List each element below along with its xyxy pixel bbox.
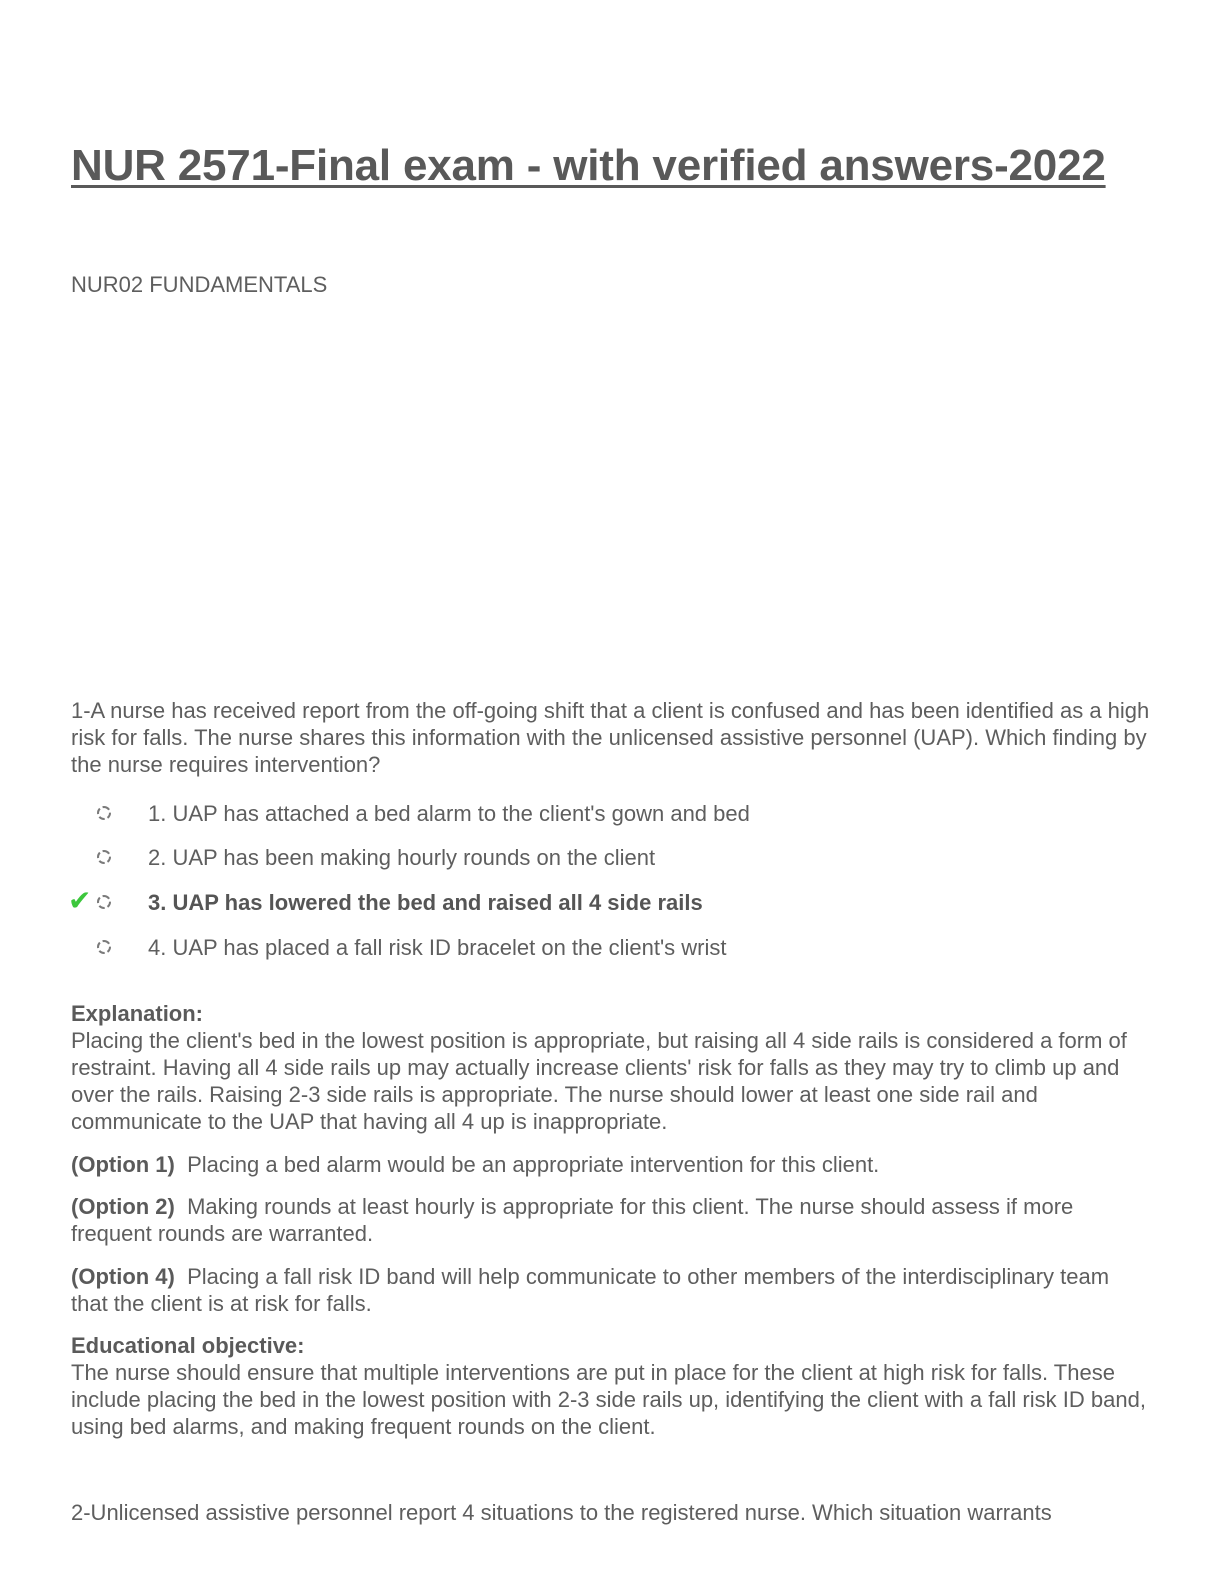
option-1[interactable] [0, 798, 1224, 832]
rationale-label: (Option 1) [71, 1152, 175, 1177]
document-title: NUR 2571-Final exam - with verified answers-2022 [71, 141, 1106, 190]
rationale-option-2 [71, 1193, 1151, 1247]
radio-button-icon[interactable] [97, 806, 111, 820]
objective-text: The nurse should ensure that multiple interventions are put in place for the client at high risk for falls. These include placing the bed in the lowest position with 2-3 side rails up, identifying the client with a fall risk ID band, using bed alarms, and making frequent rounds on the client. [71, 1360, 1146, 1439]
question-2-stem: 2-Unlicensed assistive personnel report 4 situations to the registered nurse. Which situation warrants [71, 1500, 1052, 1525]
radio-button-icon[interactable] [97, 850, 111, 864]
radio-button-icon[interactable] [97, 940, 111, 954]
rationale-text: Placing a bed alarm would be an appropriate intervention for this client. [187, 1152, 880, 1177]
option-1-label: 1. UAP has attached a bed alarm to the client's gown and bed [148, 801, 750, 826]
question-1-stem: 1-A nurse has received report from the off-going shift that a client is confused and has been identified as a high risk for falls. The nurse shares this information with the unlicensed assistive personnel (UAP). Which finding by the nurse requires intervention? [71, 698, 1150, 777]
rationale-label: (Option 2) [71, 1194, 175, 1219]
course-subtitle: NUR02 FUNDAMENTALS [71, 272, 328, 297]
option-4[interactable] [0, 932, 1224, 966]
rationale-option-4 [71, 1263, 1151, 1317]
explanation-heading: Explanation: [71, 1001, 204, 1026]
rationale-text: Placing a fall risk ID band will help communicate to other members of the interdisciplinary team that the client is at risk for falls. [71, 1264, 1110, 1316]
option-2-label: 2. UAP has been making hourly rounds on the client [148, 845, 656, 870]
option-4-label: 4. UAP has placed a fall risk ID bracelet on the client's wrist [148, 935, 727, 960]
option-3-label: 3. UAP has lowered the bed and raised all 4 side rails [148, 890, 703, 915]
explanation-section [71, 1000, 1151, 1135]
option-2[interactable] [0, 842, 1224, 876]
option-3[interactable] [0, 887, 1224, 921]
educational-objective-section [71, 1332, 1151, 1440]
rationale-text: Making rounds at least hourly is appropriate for this client. The nurse should assess if more frequent rounds are warranted. [71, 1194, 1074, 1246]
rationale-option-1 [71, 1151, 1151, 1178]
radio-button-icon[interactable] [97, 895, 111, 909]
rationale-label: (Option 4) [71, 1264, 175, 1289]
explanation-text: Placing the client's bed in the lowest position is appropriate, but raising all 4 side rails is considered a form of restraint. Having all 4 side rails up may actually increase clients' risk for falls as they may try to climb up and over the rails. Raising 2-3 side rails is appropriate. The nurse should lower at least one side rail and communicate to the UAP that having all 4 up is inappropriate. [71, 1028, 1127, 1134]
checkmark-icon: ✔ [68, 885, 92, 916]
objective-heading: Educational objective: [71, 1333, 305, 1358]
